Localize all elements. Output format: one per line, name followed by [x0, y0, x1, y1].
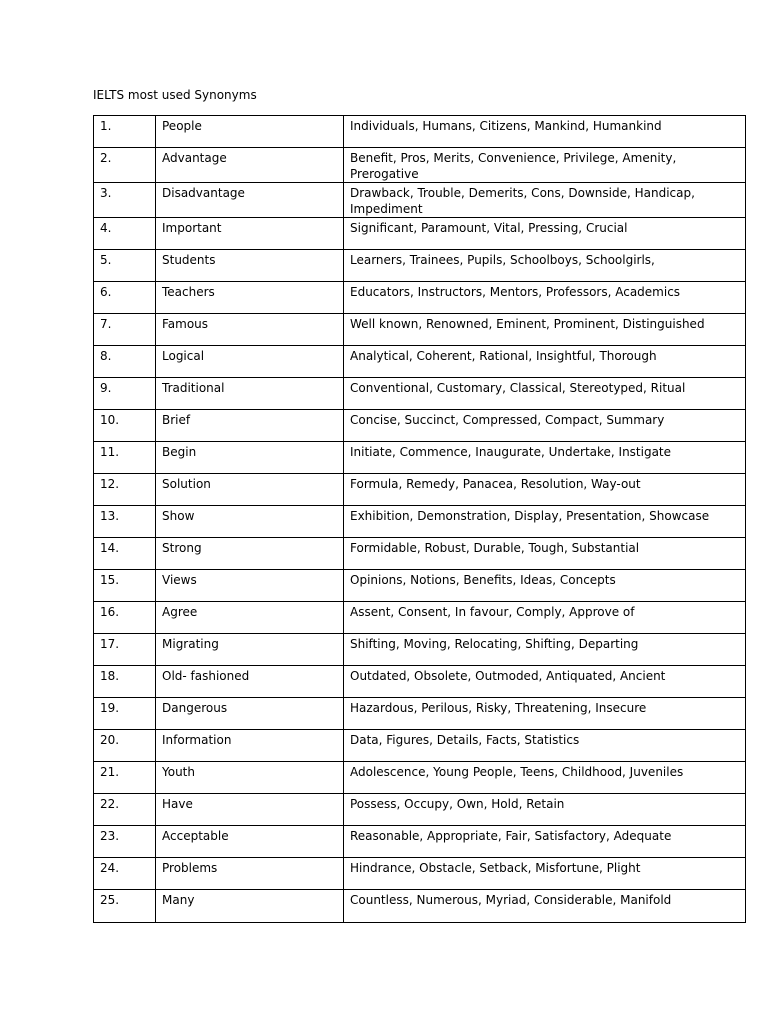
row-number-cell: 25. — [94, 890, 156, 923]
row-number-cell: 24. — [94, 858, 156, 890]
table-row — [94, 666, 746, 698]
synonyms-cell: Shifting, Moving, Relocating, Shifting, Departing — [344, 634, 746, 666]
synonyms-cell: Formidable, Robust, Durable, Tough, Substantial — [344, 538, 746, 570]
table-row — [94, 826, 746, 858]
word-cell: Information — [156, 730, 344, 762]
word-cell: Disadvantage — [156, 183, 344, 218]
table-row — [94, 378, 746, 410]
row-number-cell: 6. — [94, 282, 156, 314]
word-cell: Traditional — [156, 378, 344, 410]
synonyms-cell: Outdated, Obsolete, Outmoded, Antiquated, Ancient — [344, 666, 746, 698]
word-cell: Advantage — [156, 148, 344, 183]
row-number-cell: 17. — [94, 634, 156, 666]
table-row — [94, 183, 746, 218]
word-cell: Acceptable — [156, 826, 344, 858]
synonyms-cell: Individuals, Humans, Citizens, Mankind, Humankind — [344, 116, 746, 148]
word-cell: Have — [156, 794, 344, 826]
synonyms-cell: Educators, Instructors, Mentors, Professors, Academics — [344, 282, 746, 314]
table-row — [94, 602, 746, 634]
table-row — [94, 858, 746, 890]
word-cell: Begin — [156, 442, 344, 474]
table-row — [94, 762, 746, 794]
row-number-cell: 7. — [94, 314, 156, 346]
word-cell: Migrating — [156, 634, 344, 666]
word-cell: Strong — [156, 538, 344, 570]
synonyms-cell: Possess, Occupy, Own, Hold, Retain — [344, 794, 746, 826]
row-number-cell: 14. — [94, 538, 156, 570]
document-title: IELTS most used Synonyms — [93, 88, 257, 102]
word-cell: Many — [156, 890, 344, 923]
synonyms-cell: Analytical, Coherent, Rational, Insightful, Thorough — [344, 346, 746, 378]
word-cell: Brief — [156, 410, 344, 442]
synonyms-cell: Drawback, Trouble, Demerits, Cons, Downside, Handicap, Impediment — [344, 183, 746, 218]
word-cell: Views — [156, 570, 344, 602]
row-number-cell: 10. — [94, 410, 156, 442]
row-number-cell: 13. — [94, 506, 156, 538]
row-number-cell: 21. — [94, 762, 156, 794]
synonyms-table-body — [94, 116, 746, 923]
row-number-cell: 9. — [94, 378, 156, 410]
table-row — [94, 218, 746, 250]
synonyms-cell: Significant, Paramount, Vital, Pressing, Crucial — [344, 218, 746, 250]
row-number-cell: 20. — [94, 730, 156, 762]
synonyms-cell: Opinions, Notions, Benefits, Ideas, Concepts — [344, 570, 746, 602]
table-row — [94, 442, 746, 474]
word-cell: Teachers — [156, 282, 344, 314]
word-cell: Important — [156, 218, 344, 250]
synonyms-table — [93, 115, 746, 923]
row-number-cell: 2. — [94, 148, 156, 183]
synonyms-cell: Conventional, Customary, Classical, Stereotyped, Ritual — [344, 378, 746, 410]
table-row — [94, 506, 746, 538]
synonyms-cell: Benefit, Pros, Merits, Convenience, Privilege, Amenity, Prerogative — [344, 148, 746, 183]
table-row — [94, 282, 746, 314]
word-cell: Old- fashioned — [156, 666, 344, 698]
word-cell: Problems — [156, 858, 344, 890]
word-cell: Show — [156, 506, 344, 538]
synonyms-cell: Well known, Renowned, Eminent, Prominent, Distinguished — [344, 314, 746, 346]
word-cell: People — [156, 116, 344, 148]
table-row — [94, 698, 746, 730]
row-number-cell: 18. — [94, 666, 156, 698]
synonyms-cell: Formula, Remedy, Panacea, Resolution, Way-out — [344, 474, 746, 506]
synonyms-cell: Countless, Numerous, Myriad, Considerable, Manifold — [344, 890, 746, 923]
synonyms-cell: Data, Figures, Details, Facts, Statistics — [344, 730, 746, 762]
synonyms-cell: Hindrance, Obstacle, Setback, Misfortune, Plight — [344, 858, 746, 890]
synonyms-cell: Exhibition, Demonstration, Display, Presentation, Showcase — [344, 506, 746, 538]
row-number-cell: 5. — [94, 250, 156, 282]
row-number-cell: 16. — [94, 602, 156, 634]
row-number-cell: 8. — [94, 346, 156, 378]
table-row — [94, 474, 746, 506]
table-row — [94, 250, 746, 282]
word-cell: Dangerous — [156, 698, 344, 730]
row-number-cell: 22. — [94, 794, 156, 826]
synonyms-cell: Reasonable, Appropriate, Fair, Satisfactory, Adequate — [344, 826, 746, 858]
table-row — [94, 346, 746, 378]
table-row — [94, 116, 746, 148]
table-row — [94, 890, 746, 923]
word-cell: Famous — [156, 314, 344, 346]
row-number-cell: 19. — [94, 698, 156, 730]
table-row — [94, 570, 746, 602]
table-row — [94, 730, 746, 762]
synonyms-cell: Hazardous, Perilous, Risky, Threatening, Insecure — [344, 698, 746, 730]
table-row — [94, 314, 746, 346]
table-row — [94, 794, 746, 826]
table-row — [94, 148, 746, 183]
table-row — [94, 538, 746, 570]
word-cell: Agree — [156, 602, 344, 634]
row-number-cell: 11. — [94, 442, 156, 474]
row-number-cell: 15. — [94, 570, 156, 602]
synonyms-cell: Assent, Consent, In favour, Comply, Approve of — [344, 602, 746, 634]
row-number-cell: 12. — [94, 474, 156, 506]
synonyms-cell: Initiate, Commence, Inaugurate, Undertake, Instigate — [344, 442, 746, 474]
synonyms-cell: Adolescence, Young People, Teens, Childhood, Juveniles — [344, 762, 746, 794]
word-cell: Solution — [156, 474, 344, 506]
table-row — [94, 410, 746, 442]
row-number-cell: 23. — [94, 826, 156, 858]
synonyms-cell: Concise, Succinct, Compressed, Compact, Summary — [344, 410, 746, 442]
row-number-cell: 4. — [94, 218, 156, 250]
row-number-cell: 3. — [94, 183, 156, 218]
synonyms-cell: Learners, Trainees, Pupils, Schoolboys, Schoolgirls, — [344, 250, 746, 282]
word-cell: Logical — [156, 346, 344, 378]
word-cell: Students — [156, 250, 344, 282]
word-cell: Youth — [156, 762, 344, 794]
table-row — [94, 634, 746, 666]
row-number-cell: 1. — [94, 116, 156, 148]
